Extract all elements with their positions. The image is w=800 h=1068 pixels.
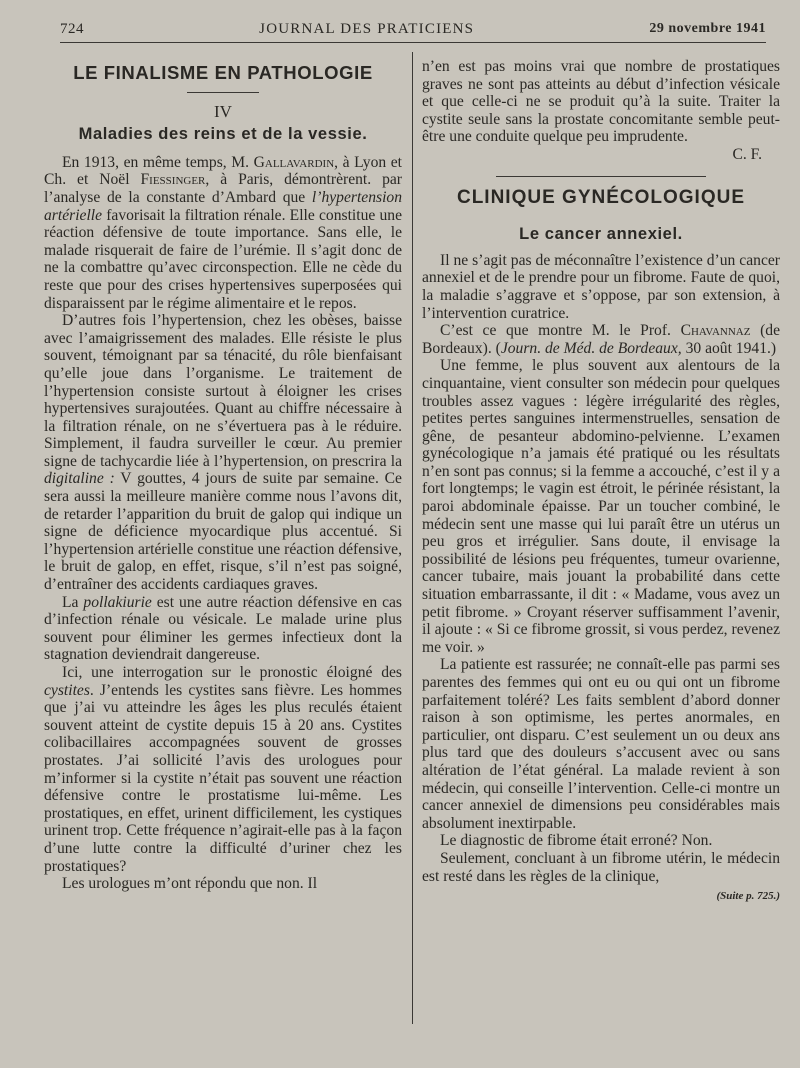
part-number: IV: [214, 101, 232, 121]
paragraph: En 1913, en même temps, M. Gallavardin, à Lyon et Ch. et Noël Fiessinger, à Paris, démontrèrent. par l’analyse de la constante d’Ambard que l’hypertension artérielle favorisait la filtration rénale. Elle constitue une réaction défensive de toute importance. Sans elle, le malade risquerait de faire de l’urémie. Il s’agit donc de ne la combattre qu’avec circonspection. Elle ne cède du reste que pour des crises hypertensives superposées qui disparaissent par le régime alimentaire et le repos.: [44, 153, 403, 312]
author-name: Chavannaz: [680, 322, 751, 340]
continued-note: (Suite p. 725.): [716, 890, 780, 903]
article-separator: [496, 176, 706, 177]
title-rule: [187, 92, 259, 93]
author-name: Gallavardin: [253, 153, 335, 171]
right-column: [422, 58, 780, 906]
paragraph: Les urologues m’ont répondu que non. Il: [62, 875, 318, 893]
paragraph: C’est ce que montre M. le Prof. Chavannaz (de Bordeaux). (Journ. de Méd. de Bordeaux, 30 août 1941.): [422, 322, 780, 357]
author-signature: C. F.: [732, 145, 762, 163]
paragraph: D’autres fois l’hypertension, chez les obèses, baisse avec l’amaigrissement des malades. Elle résiste le plus souvent, témoignant par sa ténacité, du rôle bienfaisant qu’elle joue dans l’organisme. Le traitement de l’hypertension consiste surtout à éloigner les crises hypertensives surajoutées. Quant au chiffre nécessaire à la filtration rénale, on ne s’évertuera pas à le réduire. Simplement, il faudra surveiller le cœur. Au premier signe de tachycardie liée à l’hypertension, on prescrira la digitaline : V gouttes, 4 jours de suite par semaine. Ce sera aussi la meilleure manière comme nous l’avons dit, de retarder l’apparition du bruit de galop qui indique un signe de déficience myocardique plus accentué. Si l’hypertension artérielle constitue une réaction défensive, le bruit de galop, en effet, risque, s’il n’est pas soigné, d’entraîner des accidents cardiaques graves.: [44, 312, 402, 594]
article-subtitle: Le cancer annexiel.: [519, 225, 683, 244]
paragraph: La patiente est rassurée; ne connaît-elle pas parmi ses parentes des femmes qui ont eu ou qui ont un fibrome parfaitement toléré? Les faits semblent d’abord donner raison à son optimisme, les pertes anormales, en particulier, ont disparu. C’est seulement un ou deux ans plus tard que des douleurs s’accusent avec ou sans altération de l’état général. La malade revient à son médecin, qui conseille l’intervention. Celle-ci montre un cancer annexiel de dimensions peu considérables mais absolument inextirpable.: [422, 656, 780, 832]
paragraph-continued: n’en est pas moins vrai que nombre de prostatiques graves ne sont pas atteints au début d’infection vésicale et que celle-ci ne se produit qu’à la suite. Traiter la cystite seule sans la prostate concomitante semble peut-être une conduite quelque peu imprudente.: [422, 58, 780, 146]
paragraph: Le diagnostic de fibrome était erroné? Non.: [440, 832, 713, 850]
author-name: Fiessinger: [140, 171, 206, 189]
article-title: LE FINALISME EN PATHOLOGIE: [73, 62, 373, 83]
page-header: [60, 16, 766, 43]
page-number: 724: [60, 20, 84, 37]
article-title: CLINIQUE GYNÉCOLOGIQUE: [456, 186, 746, 208]
paragraph: Seulement, concluant à un fibrome utérin, le médecin est resté dans les règles de la clinique,: [422, 849, 780, 885]
paragraph: Ici, une interrogation sur le pronostic éloigné des cystites. J’entends les cystites sans fièvre. Les hommes que j’ai vu atteindre les âges les plus reculés étaient souvent atteint de cystite depuis 15 à 20 ans. Cystites colibacillaires accompagnées souvent de grosses prostates. J’ai sollicité l’avis des urologues pour m’informer si la cystite n’était pas souvent une réaction défensive contre le prostatisme lui-même. Les prostatiques, en effet, urinent difficilement, les cystiques urinent trop. Cette fréquence n’agirait-elle pas à la façon d’une lutte contre la difficulté d’uriner chez les prostatiques?: [44, 664, 402, 875]
issue-date: 29 novembre 1941: [649, 21, 766, 36]
journal-name: JOURNAL DES PRATICIENS: [259, 20, 475, 37]
paragraph: La pollakiurie est une autre réaction défensive en cas d’infection rénale ou vésicale. Le malade urine plus souvent pour éliminer les germes infectieux dont la stagnation deviendrait dangereuse.: [44, 593, 402, 664]
column-divider: [412, 52, 413, 1024]
article-subtitle: Maladies des reins et de la vessie.: [78, 125, 368, 144]
paragraph: Une femme, le plus souvent aux alentours de la cinquantaine, vient consulter son médecin pour quelques troubles assez vagues : légère irrégularité des règles, petites pertes sanguines intermenstruelles, sensation de gêne, de pesanteur abdomino-pelvienne. L’examen gynécologique n’a jamais été pratiqué ou les résultats n’en sont pas connus; si la femme a accouché, c’est il y a fort longtemps; le vagin est étroit, le périnée résistant, la paroi abdominale épaisse. Par un toucher combiné, le médecin sent une masse qui lui paraît être un utérus un peu gros et irrégulier. Sans doute, il envisage la possibilité de lésions peu fréquentes, tumeur ovarienne, cancer tubaire, mais jouant la probabilité dans cette situation embarrassante, il dit : « Madame, vous avez un petit fibrome. » Croyant réserver suffisamment l’avenir, il ajoute : « Si ce fibrome grossit, si vous perdez, revenez me voir. »: [422, 357, 780, 656]
left-column: [44, 58, 402, 893]
paragraph: Il ne s’agit pas de méconnaître l’existence d’un cancer annexiel et de le prendre pour un fibrome. Faute de quoi, la maladie s’aggrave et s’oppose, par son extension, à l’intervention curatrice.: [422, 251, 780, 322]
